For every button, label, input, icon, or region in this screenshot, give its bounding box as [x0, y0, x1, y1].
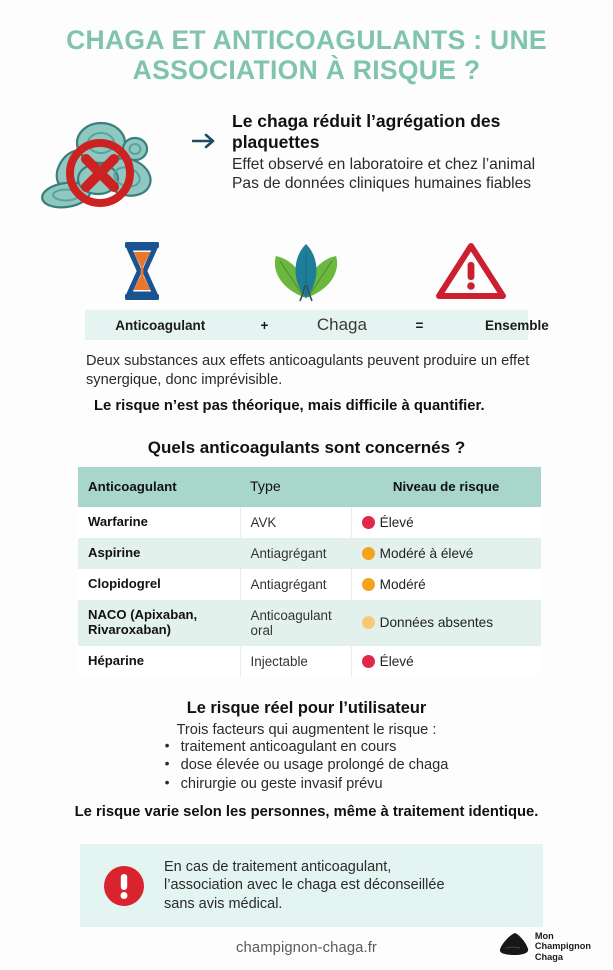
page-title: CHAGA ET ANTICOAGULANTS : UNE ASSOCIATION À RISQUE ? [66, 25, 547, 85]
cell-type: Antiagrégant [240, 569, 351, 600]
real-risk-title: Le risque réel pour l’utilisateur [186, 698, 427, 717]
table-row [78, 600, 541, 646]
hero-line-2: Pas de données cliniques humaines fiables [232, 175, 532, 193]
exclamation-circle-icon [102, 864, 146, 908]
callout-line-2: l’association avec le chaga est déconseillée [164, 877, 445, 894]
equation-equals-operator: = [415, 317, 424, 333]
brand-line-2: Champignon [534, 941, 591, 952]
brand-line-1: Mon [534, 931, 554, 942]
title-band [0, 0, 613, 91]
column-header-type: Type [240, 467, 351, 507]
synergy-block [0, 340, 613, 413]
equation-left-label: Anticoagulant [115, 317, 206, 333]
table-header-row [78, 467, 541, 507]
real-risk-emphasis: Le risque varie selon les personnes, même à traitement identique. [74, 803, 539, 820]
synergy-paragraph: Deux substances aux effets anticoagulants peuvent produire un effet synergique, donc imprévisible. [86, 353, 530, 388]
cell-type: Injectable [240, 646, 351, 677]
table-row [78, 646, 541, 677]
real-risk-bullet-list [165, 738, 449, 794]
risk-level-dot [362, 616, 375, 629]
cell-type: AVK [240, 507, 351, 538]
brand-line-3: Chaga [534, 951, 563, 962]
cell-risk-level [351, 538, 541, 569]
cell-risk-level [351, 569, 541, 600]
cell-anticoagulant: Héparine [78, 646, 240, 677]
hero-heading: Le chaga réduit l’agrégation des plaquettes [232, 111, 501, 153]
cell-anticoagulant: NACO (Apixaban, Rivaroxaban) [78, 600, 240, 646]
risk-table-wrapper [78, 467, 541, 677]
cell-type: Anticoagulant oral [240, 600, 351, 646]
risk-level-dot [362, 655, 375, 668]
risk-table-body [78, 507, 541, 677]
risk-level-label: Modéré [379, 576, 426, 592]
cell-risk-level [351, 646, 541, 677]
hero-text-block [232, 105, 591, 193]
equation-middle-label: Chaga [316, 315, 367, 335]
real-risk-section [0, 677, 613, 820]
risk-level-label: Modéré à élevé [379, 545, 474, 561]
leaves-icon [251, 240, 361, 302]
callout-line-1: En cas de traitement anticoagulant, [164, 858, 392, 875]
table-row [78, 507, 541, 538]
hourglass-icon [87, 240, 197, 302]
website-url[interactable]: champignon-chaga.fr [236, 940, 377, 956]
equation-right-label: Ensemble [484, 317, 549, 333]
cell-anticoagulant: Aspirine [78, 538, 240, 569]
callout-line-3: sans avis médical. [164, 895, 283, 912]
risk-level-dot [362, 578, 375, 591]
risk-level-dot [362, 547, 375, 560]
risk-table [78, 467, 541, 677]
risk-table-head [78, 467, 541, 507]
list-item: • dose élevée ou usage prolongé de chaga [165, 756, 449, 775]
arrow-right-icon [192, 105, 218, 151]
risk-level-label: Données absentes [379, 615, 494, 631]
table-heading: Quels anticoagulants sont concernés ? [147, 437, 466, 457]
risk-level-label: Élevé [379, 653, 414, 669]
risk-level-dot [362, 516, 375, 529]
hero-line-1: Effet observé en laboratoire et chez l’animal [232, 156, 536, 174]
list-item: • chirurgie ou geste invasif prévu [165, 775, 449, 794]
cell-type: Antiagrégant [240, 538, 351, 569]
hero-section [0, 91, 613, 212]
cell-anticoagulant: Warfarine [78, 507, 240, 538]
platelets-blocked-icon [28, 105, 178, 212]
cell-risk-level [351, 507, 541, 538]
brand-name [535, 931, 591, 962]
medical-advice-callout [80, 844, 543, 928]
equation-strip [85, 310, 549, 340]
equation-icons-row [0, 212, 613, 306]
table-row [78, 538, 541, 569]
callout-text-block [164, 858, 445, 914]
table-row [78, 569, 541, 600]
cell-risk-level [351, 600, 541, 646]
column-header-anticoagulant: Anticoagulant [78, 467, 240, 507]
list-item: • traitement anticoagulant en cours [165, 738, 449, 757]
synergy-emphasis: Le risque n’est pas théorique, mais difficile à quantifier. [94, 397, 485, 414]
equation-plus-operator: + [260, 317, 269, 333]
cell-anticoagulant: Clopidogrel [78, 569, 240, 600]
warning-triangle-icon [416, 240, 526, 302]
chaga-mushroom-icon [498, 931, 530, 962]
risk-level-label: Élevé [379, 514, 414, 530]
column-header-risk-level: Niveau de risque [351, 467, 541, 507]
brand-logo [498, 931, 591, 962]
real-risk-lead: Trois facteurs qui augmentent le risque : [176, 721, 437, 738]
